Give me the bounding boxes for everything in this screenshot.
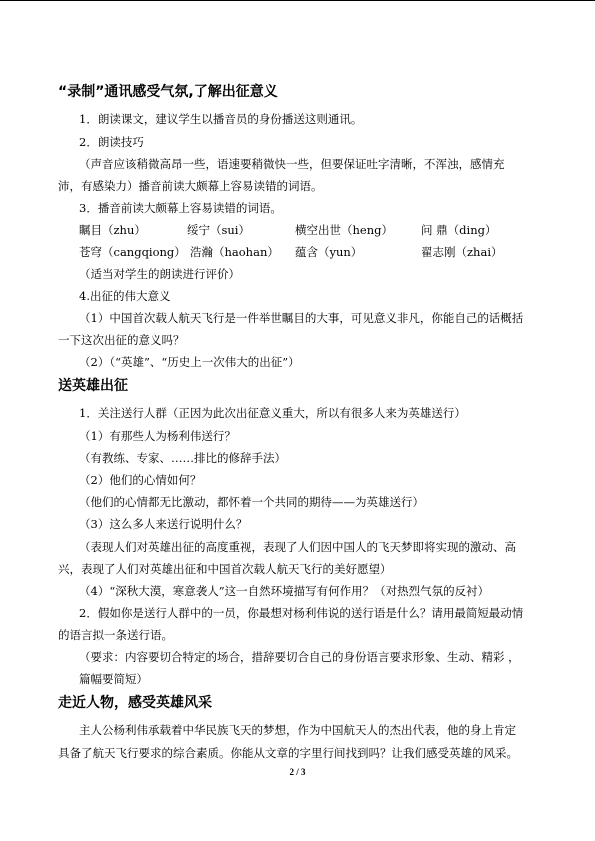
paragraph-line: 篇幅要简短） bbox=[79, 672, 148, 686]
paragraph-line: （他们的心情都无比激动，都怀着一个共同的期待——为英雄送行） bbox=[79, 495, 424, 509]
paragraph-line: 沛，有感染力）播音前读大颇幕上容易读错的词语。 bbox=[58, 179, 323, 193]
paragraph-line: 2．朗读技巧 bbox=[79, 135, 144, 149]
paragraph-line: （适当对学生的朗读进行评价） bbox=[79, 267, 240, 281]
vocab-word: 苍穹（cangqiong） bbox=[79, 245, 186, 259]
paragraph-line: 具备了航天飞行要求的综合素质。你能从文章的字里行间找到吗？让我们感受英雄的风采。 bbox=[58, 746, 518, 760]
vocab-word: 翟志刚（zhai） bbox=[421, 245, 503, 259]
vocab-word: 问 鼎（ding） bbox=[421, 223, 497, 237]
paragraph-line: 1．朗读课文，建议学生以播音员的身份播送这则通讯。 bbox=[79, 112, 363, 126]
paragraph-line: （3）这么多人来送行说明什么？ bbox=[79, 517, 248, 531]
vocab-word: 蕴含（yun） bbox=[295, 245, 363, 259]
paragraph-line: 2．假如你是送行人群中的一员，你最想对杨利伟说的送行语是什么？请用最简短最动情 bbox=[79, 606, 524, 620]
page-number: 2 / 3 bbox=[289, 767, 306, 777]
paragraph-line: （2）他们的心情如何？ bbox=[79, 473, 202, 487]
paragraph-line: 4.出征的伟大意义 bbox=[79, 289, 171, 303]
paragraph-line: 3．播音前读大颇幕上容易读错的词语。 bbox=[79, 201, 282, 215]
paragraph-line: （有教练、专家、……排比的修辞手法） bbox=[79, 451, 286, 465]
paragraph-line: （1）中国首次载人航天飞行是一件举世瞩目的大事，可见意义非凡，你能自己的话概括 bbox=[79, 311, 524, 325]
paragraph-line: 1．关注送行人群（正因为此次出征意义重大，所以有很多人来为英雄送行） bbox=[79, 406, 466, 420]
paragraph-line: 的语言拟一条送行语。 bbox=[58, 628, 173, 642]
paragraph-line: （2）（“英雄”、“历史上一次伟大的出征”） bbox=[79, 355, 300, 369]
paragraph-line: （4）“深秋大漠，寒意袭人”这一自然环境描写有何作用？（对热烈气氛的反衬） bbox=[79, 584, 490, 598]
vocab-word: 浩瀚（haohan） bbox=[190, 245, 279, 259]
section-heading-hero: 走近人物，感受英雄风采 bbox=[58, 695, 212, 711]
vocab-word: 绥宁（sui） bbox=[187, 223, 250, 237]
section-heading-recording: “录制”通讯感受气氛,了解出征意义 bbox=[58, 84, 278, 100]
paragraph-line: （要求：内容要切合特定的场合，措辞要切合自己的身份语言要求形象、生动、精彩 ， bbox=[79, 650, 520, 664]
top-rule bbox=[0, 0, 595, 1]
paragraph-line: 兴，表现了人们对英雄出征和中国首次载人航天飞行的美好愿望） bbox=[58, 562, 392, 576]
vocab-word: 瞩目（zhu） bbox=[79, 223, 146, 237]
section-heading-send-off: 送英雄出征 bbox=[58, 378, 128, 394]
paragraph-line: （表现人们对英雄出征的高度重视，表现了人们因中国人的飞天梦即将实现的激动、高 bbox=[79, 540, 516, 554]
paragraph-line: （1）有那些人为杨利伟送行？ bbox=[79, 429, 236, 443]
paragraph-line: 一下这次出征的意义吗？ bbox=[58, 333, 185, 347]
paragraph-line: 主人公杨利伟承载着中华民族飞天的梦想，作为中国航天人的杰出代表，他的身上肯定 bbox=[79, 723, 516, 737]
vocab-word: 横空出世（heng） bbox=[295, 223, 393, 237]
paragraph-line: （声音应该稍微高昂一些，语速要稍微快一些，但要保证吐字清晰，不浑浊，感情充 bbox=[79, 157, 505, 171]
